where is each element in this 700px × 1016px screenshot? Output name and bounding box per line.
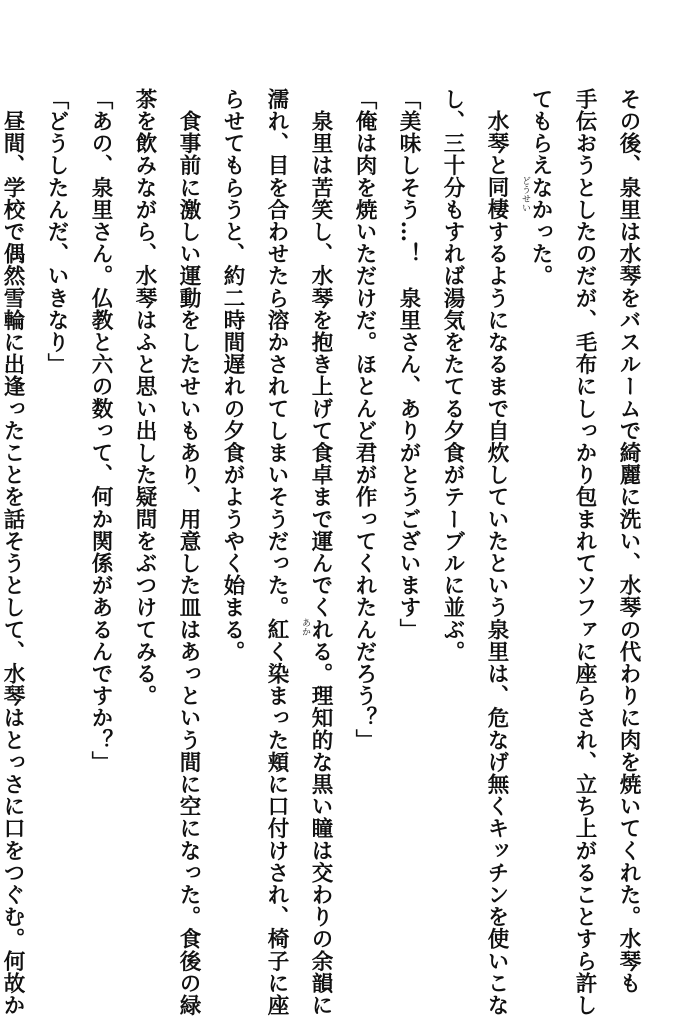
- text-fragment: するようになるまで自炊していたという泉里は、危なげ無くキッチンを使いこな: [484, 220, 509, 1016]
- text-line: 「俺は肉を焼いただけだ。ほとんど君が作ってくれたんだろう？」: [352, 88, 377, 751]
- text-line: 昼間、学校で偶然雪輪に出逢ったことを話そうとして、水琴はとっさに口をつぐむ。何故か: [0, 88, 25, 1016]
- text-fragment: 水琴と: [484, 88, 509, 177]
- text-line: 茶を飲みながら、水琴はふと思い出した疑問をぶつけてみる。: [132, 88, 157, 707]
- ruby-annotated-word: [254, 618, 310, 641]
- ruby-annotated-word: [474, 176, 530, 221]
- text-line: 「美味しそう…！ 泉里さん、ありがとうございます」: [396, 88, 421, 641]
- ruby-reading: どうせい: [520, 176, 530, 213]
- ruby-base: 紅: [264, 618, 289, 641]
- text-line: てもらえなかった。: [528, 88, 553, 287]
- text-line-with-ruby: [254, 88, 310, 1016]
- text-line: 「どうしたんだ、いきなり」: [44, 88, 69, 376]
- text-line: 手伝おうとしたのだが、毛布にしっかり包まれてソファに座らされ、立ち上がることすら許し: [572, 88, 597, 1016]
- text-line: し、三十分もすれば湯気をたてる夕食がテーブルに並ぶ。: [440, 88, 465, 663]
- vertical-text-block: [0, 88, 650, 1016]
- text-line: 泉里は苦笑し、水琴を抱き上げて食卓まで運んでくれる。理知的な黒い瞳は交わりの余韻に: [308, 88, 333, 1016]
- text-line: 食事前に激しい運動をしたせいもあり、用意した皿はあっという間に空になった。食後の緑: [176, 88, 201, 1016]
- text-fragment: く染まった頬に口付けされ、椅子に座: [264, 640, 289, 1016]
- text-line: その後、泉里は水琴をバスルームで綺麗に洗い、水琴の代わりに肉を焼いてくれた。水琴も: [616, 88, 641, 995]
- ruby-base: 同棲: [484, 176, 509, 221]
- text-line-with-ruby: [474, 88, 530, 1016]
- text-line: らせてもらうと、約二時間遅れの夕食がようやく始まる。: [220, 88, 245, 663]
- text-fragment: 濡れ、目を合わせたら溶かされてしまいそうだった。: [264, 88, 289, 619]
- ruby-reading: あか: [300, 618, 310, 637]
- text-line: 「あの、泉里さん。仏教と六の数って、何か関係があるんですか？」: [88, 88, 113, 774]
